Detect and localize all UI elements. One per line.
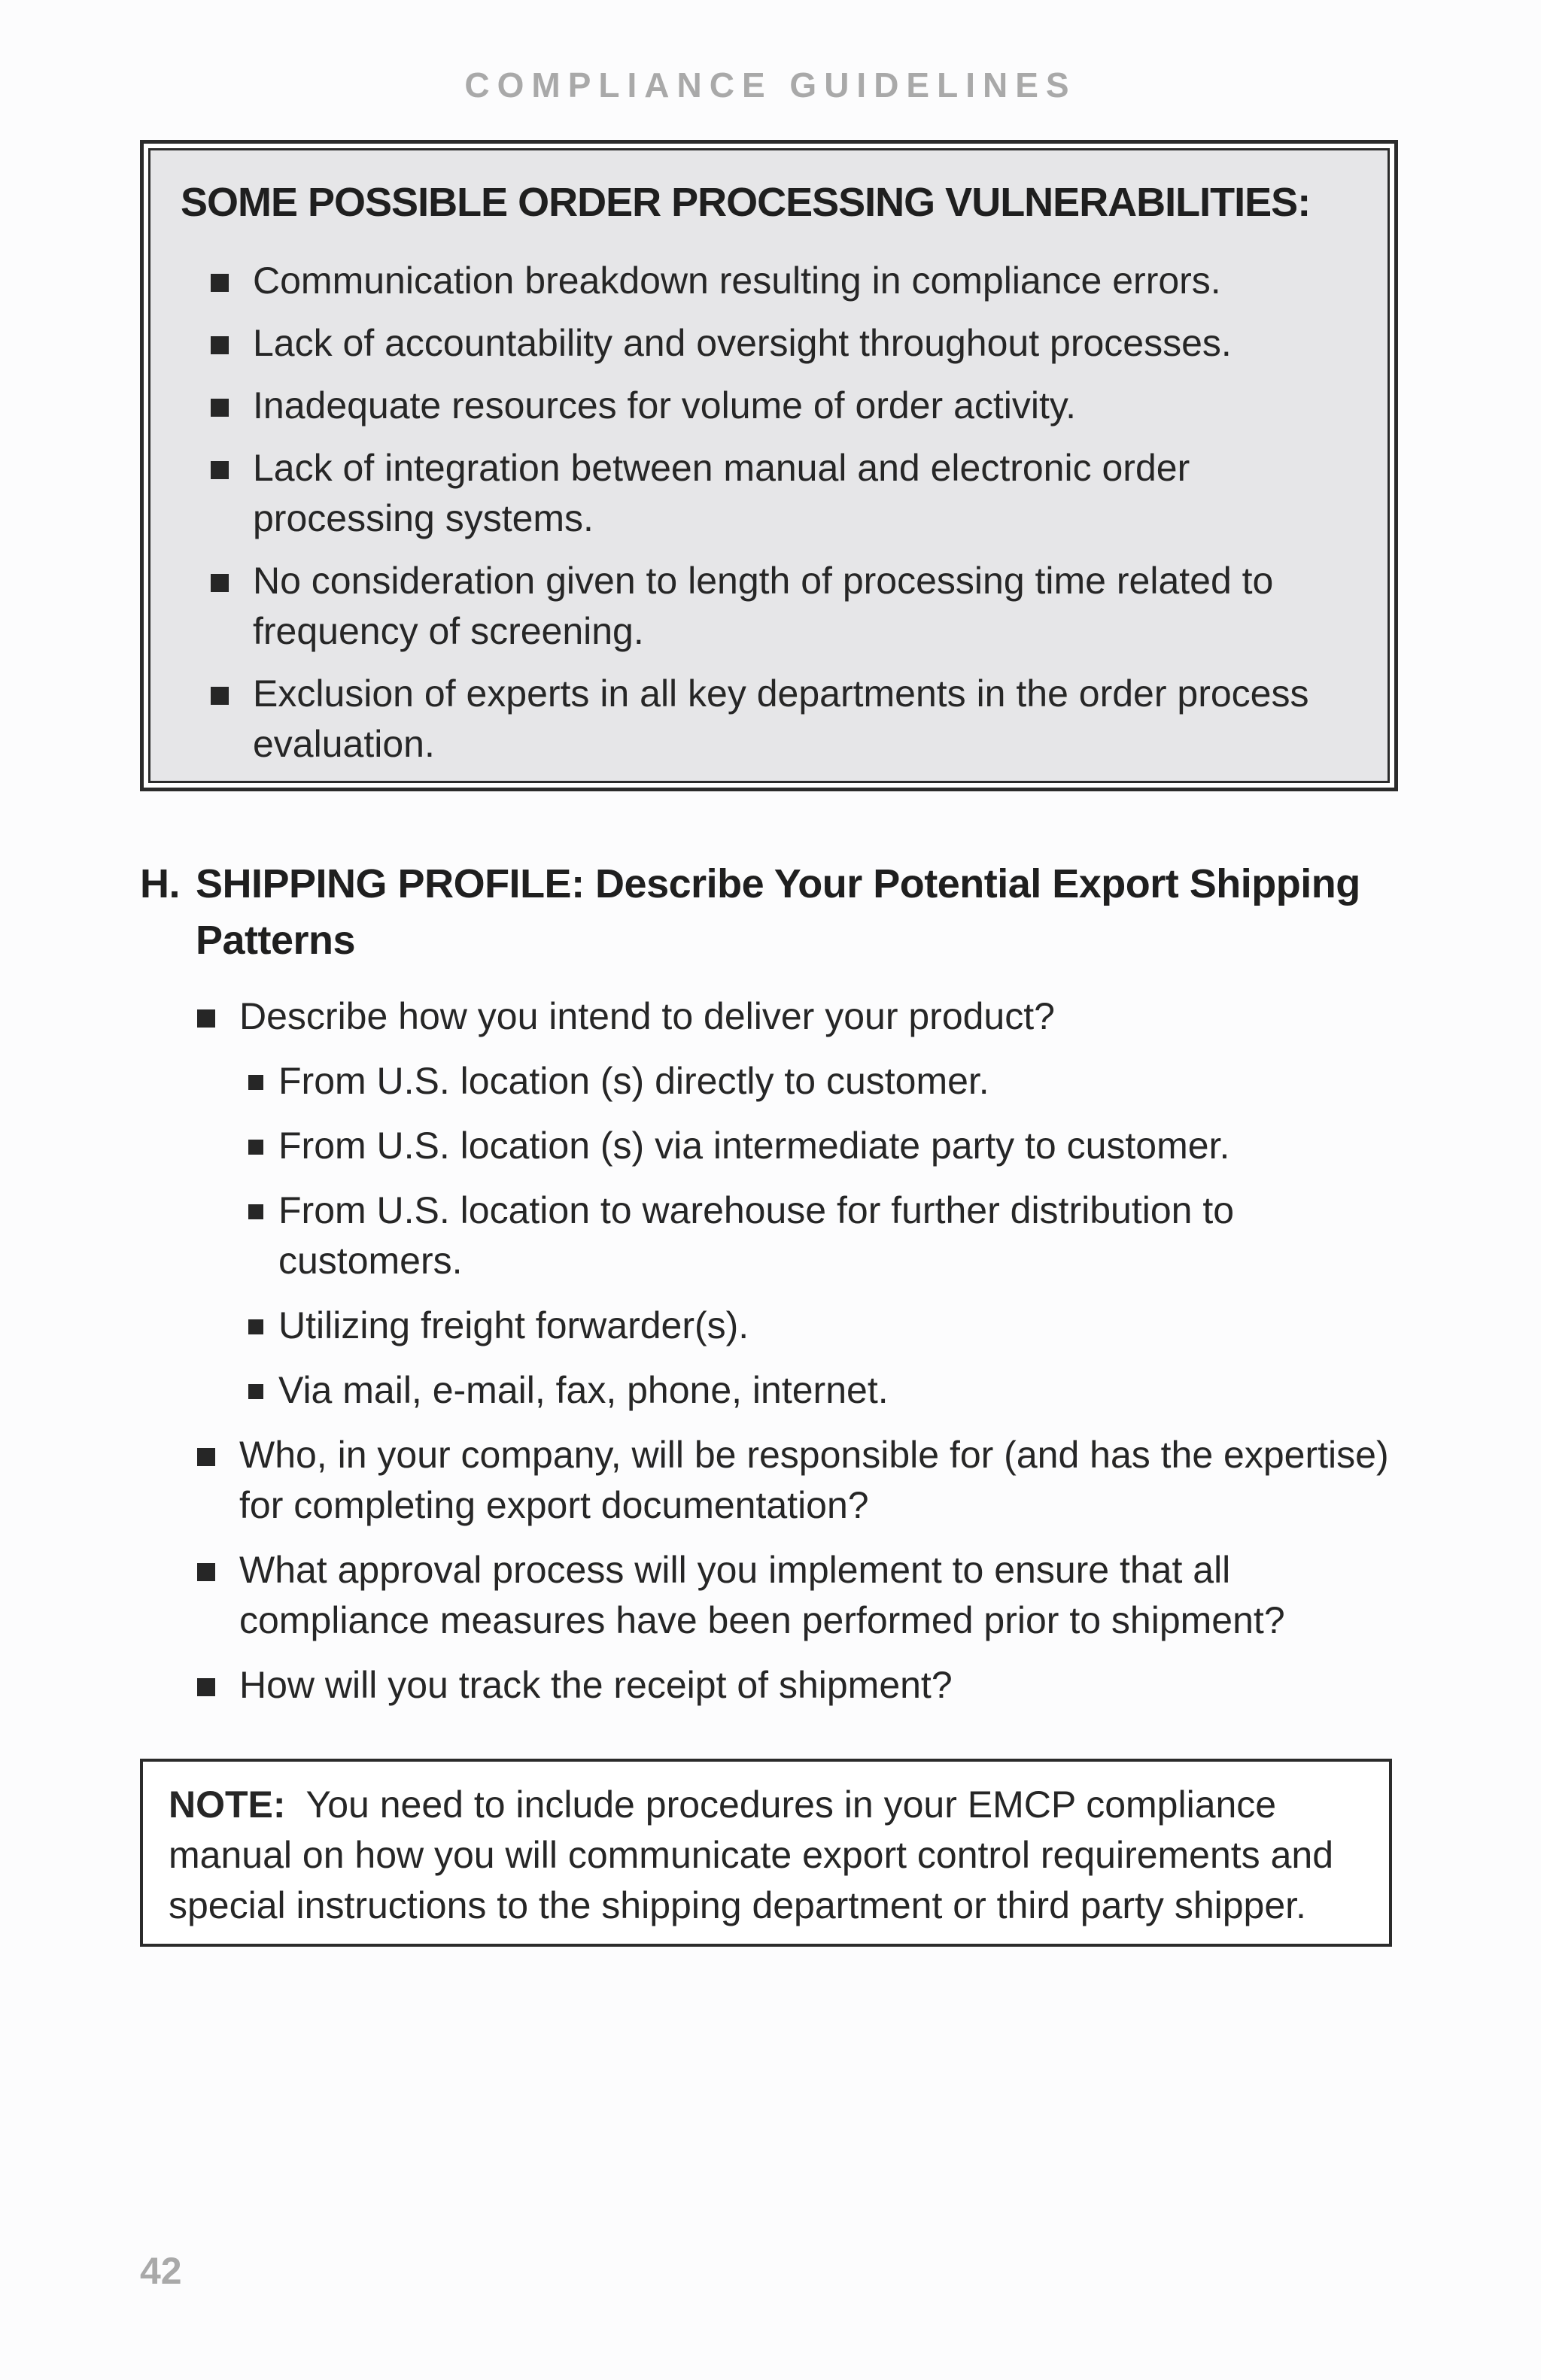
list-item-text: What approval process will you implement to ensure that all compliance measures have been performed prior to shipment? xyxy=(239,1549,1285,1641)
list-item xyxy=(211,256,1324,306)
square-bullet-icon xyxy=(248,1384,263,1399)
square-bullet-icon xyxy=(248,1204,263,1219)
vulnerabilities-list xyxy=(211,256,1324,782)
sub-list-item-text: From U.S. location (s) via intermediate party to customer. xyxy=(278,1125,1230,1167)
sub-list-item-text: From U.S. location to warehouse for further distribution to customers. xyxy=(278,1189,1235,1282)
vulnerabilities-box-inner xyxy=(148,148,1390,783)
square-bullet-icon xyxy=(248,1075,263,1090)
shipping-questions-list xyxy=(197,991,1401,1725)
list-item-text: Exclusion of experts in all key departments in the order process evaluation. xyxy=(253,672,1309,765)
delivery-methods-list xyxy=(239,1056,1401,1416)
page-number: 42 xyxy=(140,2250,182,2292)
list-item-text: How will you track the receipt of shipment? xyxy=(239,1664,953,1706)
list-item-text: Describe how you intend to deliver your product? xyxy=(239,995,1055,1037)
list-item-text: Lack of integration between manual and electronic order processing systems. xyxy=(253,447,1190,539)
list-item xyxy=(211,318,1324,369)
square-bullet-icon xyxy=(211,336,229,354)
section-title: SHIPPING PROFILE: Describe Your Potential Export Shipping Patterns xyxy=(196,861,1360,963)
list-item-text: Lack of accountability and oversight throughout processes. xyxy=(253,322,1232,364)
sub-list-item xyxy=(239,1056,1401,1107)
list-item xyxy=(211,443,1324,544)
sub-list-item-text: Via mail, e-mail, fax, phone, internet. xyxy=(278,1369,889,1411)
list-item-text: No consideration given to length of processing time related to frequency of screening. xyxy=(253,560,1274,652)
square-bullet-icon xyxy=(211,274,229,292)
square-bullet-icon xyxy=(211,687,229,705)
sub-list-item-text: Utilizing freight forwarder(s). xyxy=(278,1304,749,1346)
square-bullet-icon xyxy=(248,1140,263,1155)
vulnerabilities-box xyxy=(140,140,1398,791)
note-box xyxy=(140,1759,1392,1947)
list-item xyxy=(211,381,1324,431)
section-h-heading xyxy=(140,856,1389,969)
list-item xyxy=(211,669,1324,770)
square-bullet-icon xyxy=(197,1563,215,1581)
square-bullet-icon xyxy=(211,399,229,417)
vulnerabilities-title: SOME POSSIBLE ORDER PROCESSING VULNERABILITIES: xyxy=(181,180,1311,225)
list-item xyxy=(197,1660,1401,1711)
section-letter: H. xyxy=(140,861,180,906)
running-header: COMPLIANCE GUIDELINES xyxy=(464,65,1077,105)
square-bullet-icon xyxy=(197,1009,215,1028)
square-bullet-icon xyxy=(211,461,229,479)
sub-list-item xyxy=(239,1185,1401,1286)
sub-list-item-text: From U.S. location (s) directly to customer. xyxy=(278,1060,989,1102)
list-item-text: Inadequate resources for volume of order activity. xyxy=(253,384,1077,427)
sub-list-item xyxy=(239,1121,1401,1171)
list-item xyxy=(211,556,1324,657)
list-item-text: Communication breakdown resulting in compliance errors. xyxy=(253,260,1221,302)
square-bullet-icon xyxy=(197,1678,215,1696)
square-bullet-icon xyxy=(248,1319,263,1334)
list-item xyxy=(197,1545,1401,1646)
list-item xyxy=(197,991,1401,1416)
note-label: NOTE: xyxy=(169,1783,286,1826)
note-text: You need to include procedures in your EMCP compliance manual on how you will communicate export control requirements and special instructions to the shipping department or third party shipper. xyxy=(169,1783,1333,1926)
list-item xyxy=(197,1430,1401,1531)
list-item-text: Who, in your company, will be responsible for (and has the expertise) for completing export documentation? xyxy=(239,1434,1389,1526)
square-bullet-icon xyxy=(197,1448,215,1466)
square-bullet-icon xyxy=(211,574,229,592)
sub-list-item xyxy=(239,1301,1401,1351)
sub-list-item xyxy=(239,1365,1401,1416)
